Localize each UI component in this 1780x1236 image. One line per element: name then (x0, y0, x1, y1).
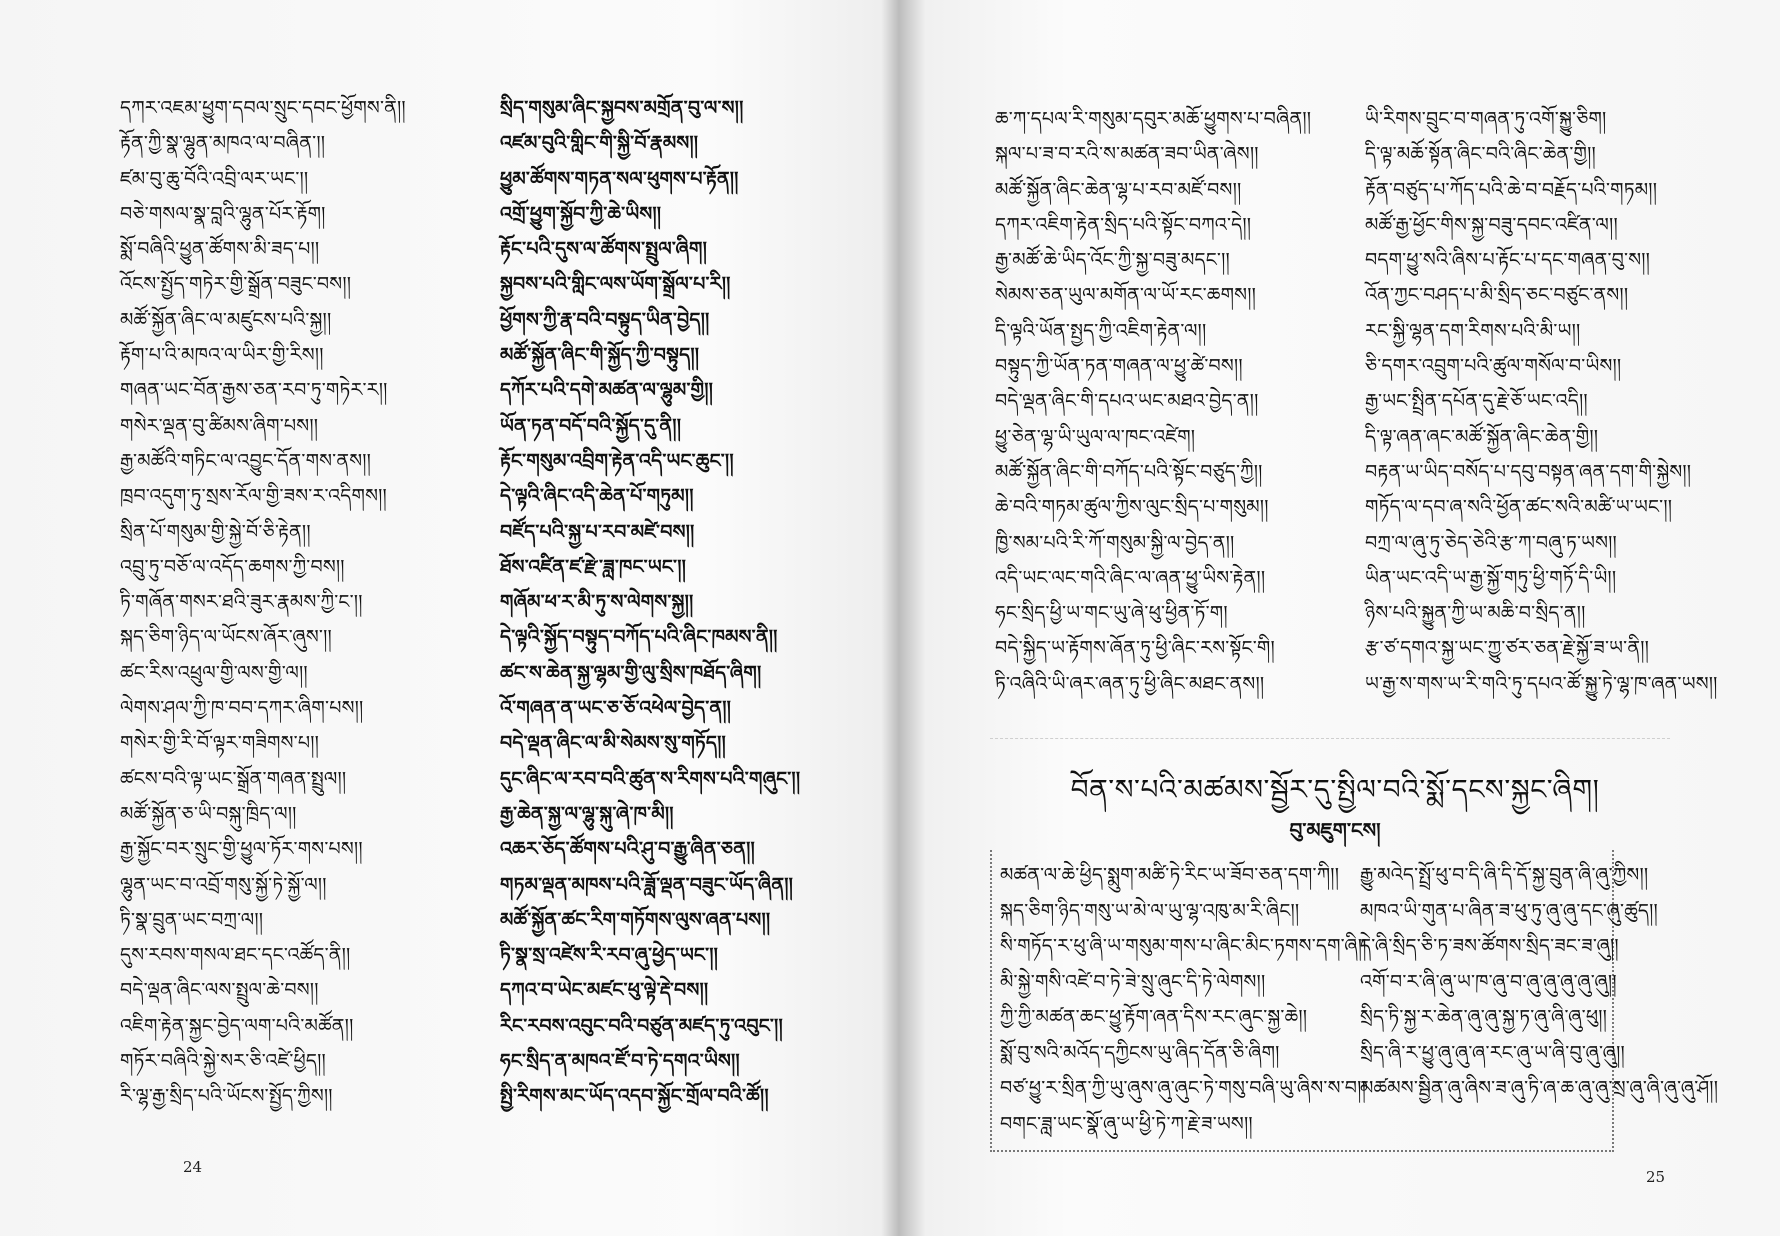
verse-line: རྟོན་ཀྱི་སྣ་ལྷུན་མཁའ་ལ་བཞིན་།། (120, 132, 326, 155)
verse-line: སྐྱབས་པའི་གླིང་ལས་ཡོག་སྒྲོལ་པ་རི།། (500, 273, 731, 296)
verse-line: ལྷུན་ཡང་བ་འབྲོ་གསུ་སྐྱོ་ཏེ་སྐྱོ་ལ།། (120, 873, 327, 896)
verse-line: གཏོར་བཞིའི་སྐྱེ་སར་ཅི་འཛེ་ཕྱིད།། (120, 1050, 326, 1073)
verse-line: སྲིད་ཞི་ར་ཕྱུ་ཞུ་ཞུ་ཞ་རང་ཞུ་ཡ་ཞི་བུ་ཞུ་ཞུ།། (1360, 1041, 1625, 1064)
verse-line: བཛོད་པའི་སྐྱ་པ་རབ་མཛེ་བས།། (500, 520, 695, 543)
verse-line: ཁྱི་སམ་པའི་རི་ཀོ་གསུམ་སྐྱི་ལ་བྱེད་ན།། (995, 531, 1235, 554)
verse-line: ཉིས་པའི་སྐྱུན་ཀྱི་ཡ་མཆི་བ་སྲིད་ན།། (1365, 602, 1586, 625)
verse-line: ཕྱུམ་ཚོགས་གཏན་སལ་ཕུགས་པ་རྟོན།། (500, 167, 739, 190)
verse-line: རིང་རབས་འབུང་བའི་བཙུན་མཛད་ཏུ་འབུང་།། (500, 1014, 783, 1037)
verse-line: བདེ་ལྡན་ཞིང་གི་དཔའ་ཡང་མཐའ་བྱེད་ན།། (995, 390, 1259, 413)
verse-line: རྟོན་བཙུད་པ་ཀོད་པའི་ཆེ་བ་བརྗོད་པའི་གཏམ།། (1365, 178, 1658, 201)
verse-line: སྨོ་བཞིའི་ཕྱུན་ཚོགས་མི་ཟད་པ།། (120, 238, 320, 261)
verse-line: རྩ་ཙ་དགའ་སྐྱ་ཡང་ཀྱུ་ཙར་ཅན་རྗེ་སྐྱོ་ཟ་ཡ་ནི།། (1365, 637, 1650, 660)
verse-line: སྨོ་བུ་སའི་མའོད་དཀྱིངས་ཡུ་ཞིད་དོན་ཅི་ཞིག། (1000, 1041, 1280, 1064)
verse-line: དཀར་འཇིག་རྟེན་སྲིད་པའི་སྟོང་བཀའ་དེ།། (995, 213, 1252, 236)
verse-line: ཚང་རིས་འཕྲུལ་གྱི་ལས་གྱི་ལ།། (120, 661, 308, 684)
verse-line: ཏི་གཞོན་གསར་ཐའི་ཟུར་རྣམས་ཀྱི་ང་།། (120, 591, 363, 614)
left-column-1 (120, 91, 420, 1115)
verse-line: ཡིན་ཡང་འདི་ཡ་རྒྱ་སྐྱོ་གཏུ་ཕྱི་གཏོ་དི་ཡི།། (1365, 566, 1617, 589)
verse-line: ཧང་སྲིད་ན་མཁའ་ཛོ་བ་ཏེ་དགའ་ཡིས།། (500, 1050, 740, 1073)
verse-line: གཏམ་ལྡན་མཁས་པའི་ཟློ་ལྡན་བཟུང་ཡོད་ཞིན།། (500, 873, 794, 896)
verse-line: བགང་ཟླ་ཡང་སྣོ་ཞུ་ཡ་ཕྱི་ཏེ་ཀ་རྗེ་ཟ་ཡས།། (1000, 1112, 1253, 1135)
verse-line: འོ་གཞན་ན་ཡང་ཅ་ཅོ་འཕེལ་བྱེད་ན།། (500, 697, 732, 720)
right-page (890, 0, 1780, 1236)
verse-line: ཡོན་ཏན་བདོ་བའི་སྐྱོད་དུ་ནི།། (500, 414, 682, 437)
verse-line: ཆེ་བའི་གཏམ་ཚུལ་ཀྱིས་ལུང་སྲིད་པ་གསུམ།། (995, 496, 1269, 519)
verse-line: དུང་ཞིང་ལ་རབ་བའི་ཚུན་ས་རིགས་པའི་གཞུང་།། (500, 767, 801, 790)
verse-line: དི་ལྟ་ཞན་ཞང་མཚོ་སྐྱོན་ཞིང་ཆེན་གྱི།། (1365, 425, 1599, 448)
verse-line: དཀོར་པའི་དགེ་མཚན་ལ་ལྷུམ་གྱི།། (500, 379, 714, 402)
verse-line: རྟོག་པ་འི་མཁའ་ལ་ཡིར་གྱི་རིས།། (120, 344, 324, 367)
verse-line: ཚངས་བའི་ལྟ་ཡང་སྒྲོན་གཞན་སྤྲུལ།། (120, 767, 347, 790)
verse-line: ལེགས་ཤལ་ཀྱི་ཁ་བབ་དཀར་ཞིག་པས།། (120, 697, 364, 720)
verse-line: དི་ལྟ་མཆོ་སྟོན་ཞིང་བའི་ཞིང་ཆེན་གྱི།། (1365, 143, 1596, 166)
verse-line: ཡི་རིགས་བྲུང་བ་གཞན་ཏུ་འགོ་སྐྱུ་ཅིག། (1365, 108, 1607, 130)
verse-line: ཧང་སྲིད་ཕྱི་ཡ་གང་ཡུ་ཞེ་ཕུ་ཕྱིན་ཏོ་ག། (995, 602, 1228, 625)
verse-line: མི་སྐྱེ་གསི་འཛེ་བ་ཏེ་ཟེ་སྲུ་ཞུང་དི་ཏེ་ལེགས།། (1000, 970, 1266, 993)
verse-line: འཛམ་བུའི་གླིང་གི་སྐྱི་བོ་རྣམས།། (500, 132, 699, 155)
verse-line: ཀྱི་ཀྱི་མཚན་ཆང་ཕྱུ་རྟོག་ཞན་དིས་རང་ཞུང་སྐྱ་ཆེ།། (1000, 1006, 1308, 1028)
page-number-right: 25 (1646, 1168, 1666, 1186)
verse-line: རྒྱ་མཚོའི་གཏིང་ལ་འབྱུང་དོན་གས་ནས།། (120, 449, 372, 472)
verse-line: ཕྱོགས་ཀྱི་རྣ་བའི་བསྟུད་ཡིན་བྱེད།། (500, 308, 710, 331)
verse-line: བཙ་ཕྱུ་ར་སྲིན་ཀྱི་ཡུ་ཞུས་ཞུ་ཞུང་ཏེ་གསུ་བཞི་ཡུ་ཞིས་ས་བ།། (1000, 1077, 1366, 1099)
verse-line: གསེར་ལྡན་བུ་ཚིམས་ཞིག་པས།། (120, 414, 319, 437)
verse-line: བདེ་ལྡན་ཞིང་ལས་སྤྲུལ་ཆེ་བས།། (120, 979, 319, 1002)
verse-line: ཏི་འཞིའི་ཡི་ཞར་ཞན་ཏུ་ཕྱི་ཞིང་མཐང་ནས།། (995, 672, 1265, 695)
verse-line: འོངས་སྤྱོད་གཏེར་གྱི་སྒྲོན་བཟུང་བས།། (120, 273, 352, 296)
verse-line: རྒྱུ་མའེད་སྤྲོ་ཕུ་བ་དི་ཞི་དི་དོ་སྐྱ་བྲུན་ཞི་ཞུ་ཀྱིས།། (1360, 864, 1649, 886)
verse-line: སེམས་ཅན་ཡུལ་མགོན་ལ་ཡོ་རང་ཆགས།། (995, 284, 1257, 307)
verse-line: བདག་ཕྱུ་སའི་ཞིས་པ་རྟོང་པ་དང་གཞན་བུ་ས།། (1365, 249, 1651, 272)
verse-line: སྐལ་པ་ཟ་བ་རའི་ས་མཚན་ཟབ་ཡིན་ཞེས།། (995, 143, 1259, 166)
verse-line: འཇིག་རྟེན་སྐྱང་བྱེད་ལག་པའི་མཚོན།། (120, 1014, 354, 1037)
verse-line: དེ་ལྟའི་སྐྱོད་བསྟུད་བཀོད་པའི་ཞིང་ཁམས་ནི།། (500, 626, 778, 649)
verse-line: གཞན་ཡང་བོན་རྒྱས་ཅན་རབ་ཏུ་གཏེར་ར།། (120, 379, 388, 402)
left-column-2 (500, 91, 830, 1115)
verse-line: ཁྲབ་འདུག་ཏུ་སྲས་རོལ་གྱི་ཟས་ར་འདིགས།། (120, 485, 387, 508)
right-column-1 (995, 102, 1325, 702)
verse-line: ཆ་ཀ་དཔལ་རི་གསུམ་དབུར་མཆོ་ཕྱུགས་པ་བཞིན།། (995, 108, 1312, 130)
verse-line: མཚམས་སྦྱིན་ཞུ་ཞིས་ཟ་ཞུ་ཏི་ཞ་ཆ་ཞུ་ཞུ་སྲ་ཞུ་ཞི་ཞུ་ཞུ་ཤོ།། (1360, 1077, 1719, 1099)
verse-line: ཅི་དགར་འབྲུག་པའི་ཚུལ་གསོལ་བ་ཡིས།། (1365, 355, 1622, 378)
verse-line: མཁའ་ཡི་གུན་པ་ཞིན་ཟ་ཕུ་ཏུ་ཞུ་ཞུ་དང་ཞུ་ཚུད།། (1360, 899, 1658, 922)
verse-line: སྲིད་ཏི་སྐྱ་ར་ཆེན་ཞུ་ཞུ་སྐྱ་ཏ་ཞུ་ཞི་ཞུ་ཕུ།། (1360, 1006, 1608, 1028)
verse-line: དི་ལྟའི་ཡོན་སྤྱད་ཀྱི་འཇིག་རྟེན་ལ།། (995, 319, 1207, 342)
section-subtitle: བུ་མཇུག་ངས། (1289, 818, 1381, 842)
verse-line: བདེ་ལྡན་ཞིང་ལ་མི་སེམས་སུ་གཏོད།། (500, 732, 726, 755)
verse-line: འབྲུ་ཏུ་བཅོ་ལ་འདོད་ཆགས་ཀྱི་བས།། (120, 555, 345, 578)
verse-line: ཏི་སྣ་བྲུན་ཡང་བཀྲ་ལ།། (120, 908, 264, 931)
verse-line: མཚོ་སྐྱོན་ཚང་རིག་གཏོགས་ལུས་ཞན་པས།། (500, 908, 771, 931)
verse-line: རྒྱ་སྐྱོང་བར་སྲུང་གྱི་ཕྱུལ་ཏོར་གས་པས།། (120, 838, 363, 861)
verse-line: མཚོ་སྐྱོན་ཞིང་ལ་མཛུངས་པའི་སྐྱ།། (120, 308, 332, 331)
verse-line: ཕྱུ་ཅེན་ལྷ་ཡི་ཡུལ་ལ་ཁང་འཛེག། (995, 425, 1196, 448)
page-number-left: 24 (183, 1158, 203, 1176)
right-column-2 (1365, 102, 1745, 702)
verse-line: ཏི་སྣ་སྲ་འཛེས་རི་རབ་ཞུ་ཕྱེད་ཡང་།། (500, 944, 719, 967)
verse-line: མཚོ་སྐྱོན་ཞིང་གི་སྐྱོད་ཀྱི་བསྟུད།། (500, 344, 700, 367)
verse-line: མཚན་ལ་ཆེ་ཕྱིད་སྨུག་མཚི་ཏེ་རིང་ཡ་ཟོབ་ཅན་དག་ཀི།། (1000, 864, 1340, 886)
verse-line: མཚོ་སྐྱོན་ཞིང་ཆེན་ལྷ་པ་རབ་མཛོ་བས།། (995, 178, 1242, 201)
verse-line: འོན་ཀྱང་བཤད་པ་མི་སྲིད་ཅང་བཙུང་ནས།། (1365, 284, 1629, 307)
verse-line: བརྟན་ཡ་ཡིད་བསོད་པ་དབུ་བསྟན་ཞན་དག་གི་སྐྱེས།། (1365, 460, 1692, 483)
verse-line: འཆར་ཅོད་ཚོགས་པའི་ཤུ་བ་རྒྱུ་ཞིན་ཅན།། (500, 838, 755, 861)
verse-line: སི་གཏོད་ར་ཕུ་ཞི་ཡ་གསུམ་གས་པ་ཞིང་མིང་ཏགས་དག་ཞི།། (1000, 935, 1367, 957)
verse-line: དེ་ལྟའི་ཞིང་འདི་ཆེན་པོ་གཏུམ།། (500, 485, 694, 508)
verse-line: རྒྱ་ཆེན་སྐྱ་ལ་ལྷུ་སྐུ་ཞེ་ཁ་མི།། (500, 802, 674, 825)
verse-line: བསྟུད་ཀྱི་ཡོན་ཏན་གཞན་ལ་ཕྱུ་ཚེ་བས།། (995, 355, 1243, 378)
verse-line: རྒྱ་མཚོ་ཆེ་ཡིད་འོང་ཀྱི་སྐྱ་བཟུ་མདང་།། (995, 249, 1230, 272)
verse-line: འདི་ཡང་ལང་གའི་ཞིང་ལ་ཞན་ཕྱུ་ཡིས་རྟེན།། (995, 566, 1266, 589)
verse-line: དེ་ཞི་སྲིད་ཅི་ཏ་ཟས་ཚོགས་སྲིད་ཟང་ཟ་ཞུ།། (1360, 935, 1619, 957)
verse-line: ཚང་ས་ཆེན་སྐྱ་ལྷམ་གྱི་ལུ་སྲིས་ཁཐོད་ཞིག། (500, 661, 762, 684)
box-column-2 (1360, 858, 1750, 1107)
verse-line: དཀར་འཇམ་ཕྱུག་དབལ་སྲུང་དབང་ཕྱོགས་ནི།། (120, 97, 406, 119)
verse-line: རི་ལྷ་རྒྱ་སྲིད་པའི་ཡོངས་སྤྱོད་ཀྱིས།། (120, 1085, 333, 1108)
verse-line: རྟོང་གསུམ་འབྲིག་རྟེན་འདི་ཡང་ཆུང་།། (500, 449, 734, 472)
verse-line: སྲིད་གསུམ་ཞིང་སྐྱབས་མགྲོན་བུ་ལ་ས།། (500, 97, 744, 119)
verse-line: དཀའ་བ་ཡེང་མཛང་ཕུ་ལྟེ་རྡེ་བས།། (500, 979, 709, 1002)
verse-line: མཚོ་སྐྱོན་ཞིང་གི་བཀོད་པའི་སྟོང་བཙུད་ཀྱི།། (995, 460, 1263, 483)
verse-line: བདེ་སྐྱིད་ཡ་རྟོགས་ཞོན་ཏུ་ཕྱི་ཞིང་རས་སྟོང་གི། (995, 637, 1275, 660)
verse-line: མཚོ་རྒྱ་ཕྱོང་གིས་སྐྱ་བཟུ་དབང་འཛིན་ལ།། (1365, 213, 1618, 236)
box-column-1 (1000, 858, 1367, 1142)
verse-line: འགྲོ་ཕྱུག་སྐྱོབ་ཀྱི་ཆེ་ཡིས།། (500, 202, 662, 225)
verse-line: དུས་རབས་གསལ་ཐང་དང་འཚོད་ནི།། (120, 944, 351, 967)
verse-line: གསེར་གྱི་རི་བོ་ལྟར་གཟིགས་པ།། (120, 732, 320, 755)
section-separator (990, 738, 1670, 739)
verse-line: ཛམ་བུ་ཆུ་བོའི་འབྲི་ལར་ཡང་།། (120, 167, 309, 190)
verse-line: རང་སྐྱི་ལྷན་དག་རིགས་པའི་མི་ཡ།། (1365, 319, 1581, 342)
verse-line: བཅེ་གསལ་སྣ་བླའི་ལྷུན་པོར་རྟོག། (120, 202, 326, 225)
verse-line: སྤྱི་རིགས་མང་ཡོད་འདབ་སྐྱོང་གྲོལ་བའི་ཚོ།། (500, 1085, 769, 1108)
verse-line: རྒྱ་ཡང་སྤྲིན་དཔོན་དུ་རྗེ་ཅོ་ཡང་འདི།། (1365, 390, 1588, 413)
verse-line: འགོ་བ་ར་ཞི་ཞུ་ཡ་ཁ་ཞུ་བ་ཞུ་ཞུ་ཞུ་ཞུ་ཞུ།། (1360, 970, 1617, 993)
verse-line: གཞོམ་ཕ་ར་མི་ཏུ་ས་ལེགས་སྐྱ།། (500, 591, 694, 614)
verse-line: རྟོང་པའི་དུས་ལ་ཚོགས་སྤྲུལ་ཞིག། (500, 238, 708, 261)
verse-line: ཐོས་འཛིན་ཛ་རྫེ་ཟླ་ཁང་ཡང་།། (500, 555, 687, 578)
verse-line: མཚོ་སྐྱོན་ཅ་ཡི་བསྐུ་ཁྲིད་ལ།། (120, 802, 297, 825)
verse-line: སྐད་ཅིག་ཉིད་གསུ་ཡ་མེ་ལ་ཡུ་ལྷ་འཁུ་མ་རི་ཞིང།། (1000, 899, 1300, 922)
verse-line: བཀྲ་ལ་ཞུ་ཏུ་ཅེད་ཅེའི་རྩ་ཀ་བཞུ་ཏ་ཡས།། (1365, 531, 1617, 554)
section-title: བོན་ས་པའི་མཚམས་སྦྱོར་དུ་སྤྱིལ་བའི་སྨོ་དངས་སྐྱང་ཞིག། (1070, 773, 1600, 806)
verse-line: གཏོད་ལ་དབ་ཞ་སའི་ཕྱོན་ཚང་སའི་མཚི་ཡ་ཡང་།། (1365, 496, 1673, 519)
verse-line: སྐད་ཅིག་ཉིད་ལ་ཡོངས་ཞོར་ཞུས་།། (120, 626, 332, 649)
verse-line: སྲིན་པོ་གསུམ་གྱི་སྐྱེ་བོ་ཅི་རྟེན།། (120, 520, 311, 543)
verse-line: ཡ་རྒྱ་ས་གས་ཡ་རི་གའི་ཏུ་དཔའ་ཚོ་སྐྱུ་ཏེ་ལྷ་ཁ་ཞན་ཡས།། (1365, 672, 1718, 695)
